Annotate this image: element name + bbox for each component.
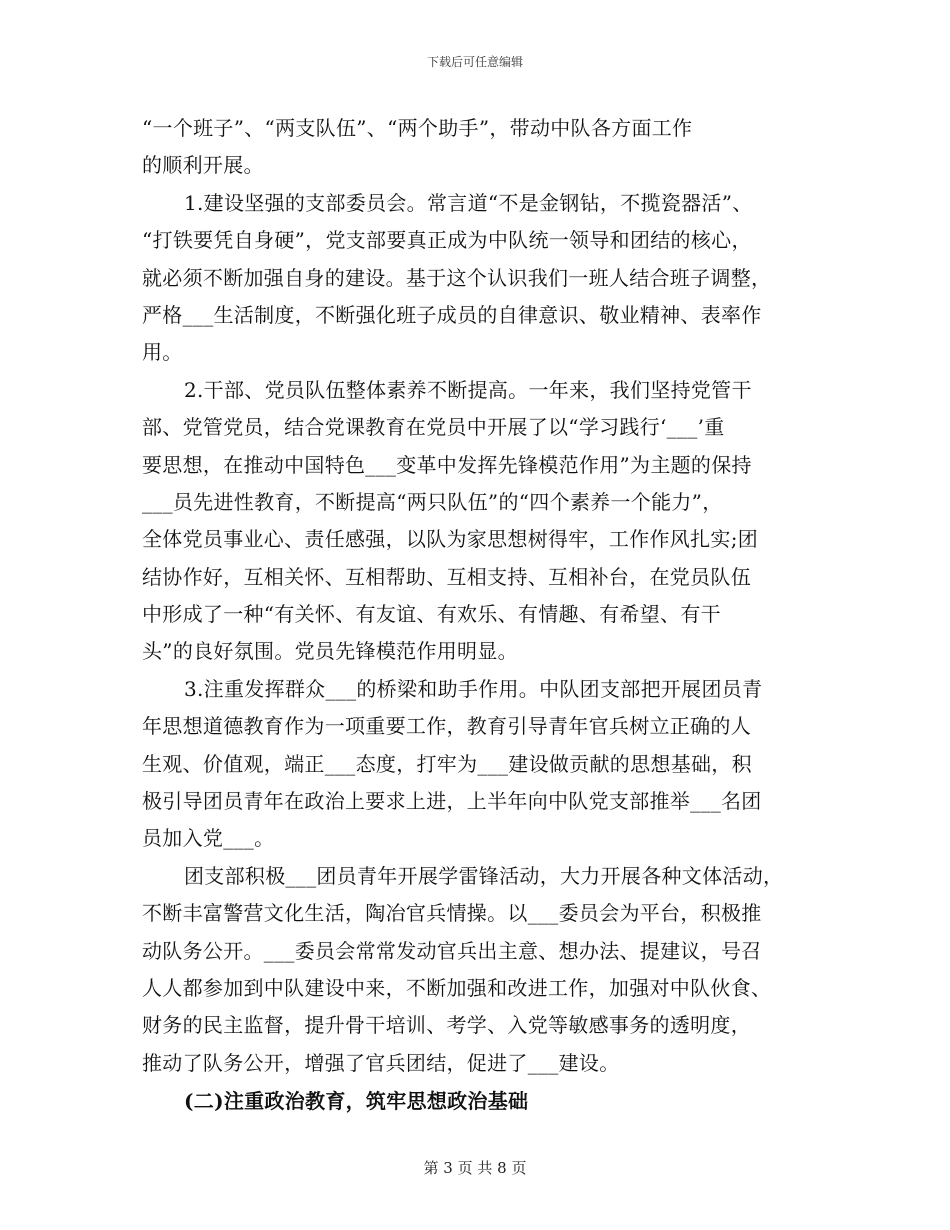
text-line: ___员先进性教育，不断提高“两只队伍”的“四个素养一个能力”， bbox=[142, 489, 723, 514]
text-line: 不断丰富警营文化生活，陶冶官兵情操。以___委员会为平台，积极推 bbox=[142, 901, 762, 926]
text-line: 2.干部、党员队伍整体素养不断提高。一年来，我们坚持党管干 bbox=[184, 377, 752, 402]
text-line: “一个班子”、“两支队伍”、“两个助手”，带动中队各方面工作 bbox=[142, 116, 693, 140]
text-line: 要思想，在推动中国特色___变革中发挥先锋模范作用”为主题的保持 bbox=[142, 452, 752, 477]
text-line: 头”的良好氛围。党员先锋模范作用明显。 bbox=[142, 639, 518, 664]
text-line: 就必须不断加强自身的建设。基于这个认识我们一班人结合班子调整， bbox=[142, 265, 772, 290]
text-line: 严格___生活制度，不断强化班子成员的自律意识、敬业精神、表率作 bbox=[142, 302, 762, 327]
text-line: 生观、价值观，端正___态度，打牢为___建设做贡献的思想基础，积 bbox=[142, 751, 752, 776]
text-line: 的顺利开展。 bbox=[142, 153, 264, 178]
text-line: 年思想道德教育作为一项重要工作，教育引导青年官兵树立正确的人 bbox=[142, 714, 751, 739]
text-line: 团支部积极___团员青年开展学雷锋活动，大力开展各种文体活动， bbox=[184, 863, 784, 888]
document-body bbox=[142, 110, 810, 1121]
text-line: 极引导团员青年在政治上要求上进，上半年向中队党支部推举___名团 bbox=[142, 789, 762, 814]
text-line: 员加入党___。 bbox=[142, 826, 275, 851]
page-indicator: 第 3 页 共 8 页 bbox=[423, 1159, 527, 1177]
text-line: 全体党员事业心、责任感强，以队为家思想树得牢，工作作风扎实;团 bbox=[142, 527, 759, 552]
text-line: 1.建设坚强的支部委员会。常言道“不是金钢钻，不揽瓷器活”、 bbox=[184, 190, 753, 215]
header-note: 下载后可任意编辑 bbox=[426, 55, 523, 69]
text-line: 中形成了一种“有关怀、有友谊、有欢乐、有情趣、有希望、有干 bbox=[142, 602, 721, 627]
text-line: 用。 bbox=[142, 340, 183, 365]
text-line: 财务的民主监督，提升骨干培训、考学、入党等敏感事务的透明度， bbox=[142, 1013, 751, 1038]
text-line: 动队务公开。___委员会常常发动官兵出主意、想办法、提建议，号召 bbox=[142, 938, 762, 963]
text-line: 人人都参加到中队建设中来，不断加强和改进工作，加强对中队伙食、 bbox=[142, 975, 772, 1000]
text-line: 推动了队务公开，增强了官兵团结，促进了___建设。 bbox=[142, 1050, 620, 1075]
text-line: 部、党管党员，结合党课教育在党员中开展了以“学习践行‘___’重 bbox=[142, 415, 725, 440]
text-line: 3.注重发挥群众___的桥梁和助手作用。中队团支部把开展团员青 bbox=[184, 676, 763, 701]
text-line: “打铁要凭自身硬”，党支部要真正成为中队统一领导和团结的核心， bbox=[142, 228, 752, 253]
section-heading: (二)注重政治教育，筑牢思想政治基础 bbox=[184, 1089, 529, 1114]
text-line: 结协作好，互相关怀、互相帮助、互相支持、互相补台，在党员队伍 bbox=[142, 564, 751, 589]
